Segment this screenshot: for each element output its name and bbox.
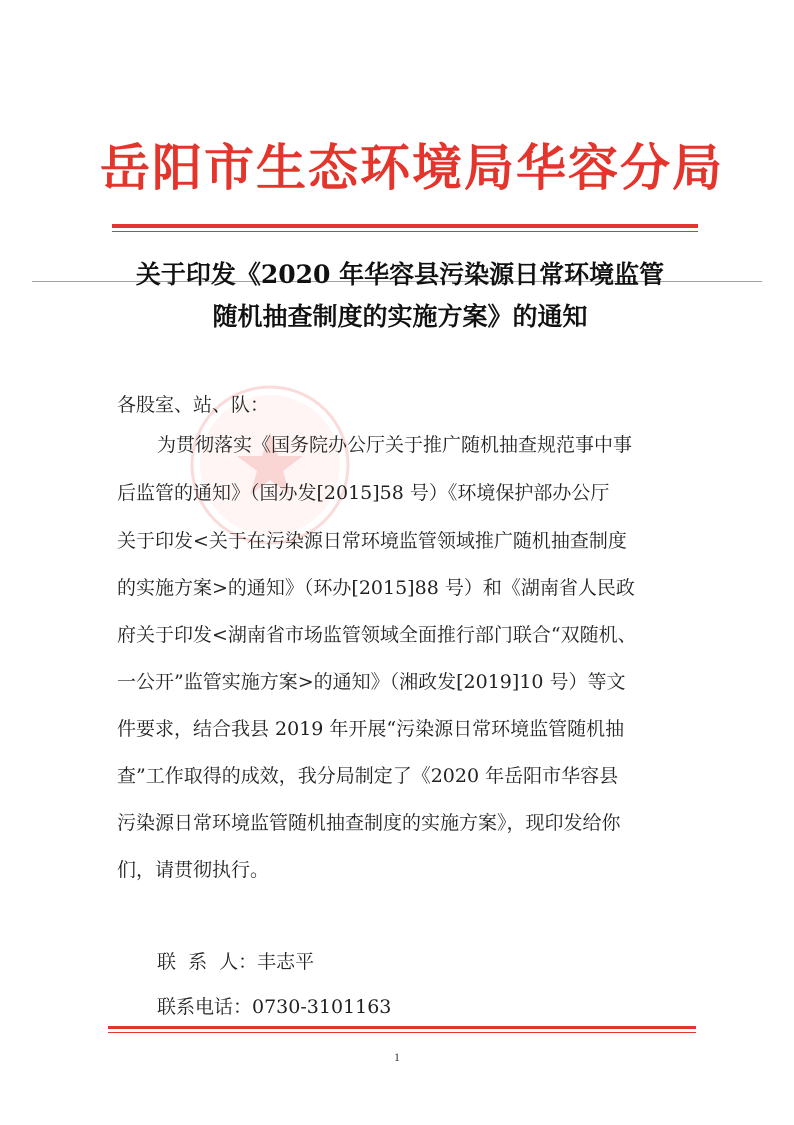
notice-title-line-1: 关于印发《2020 年华容县污染源日常环境监管 — [135, 260, 665, 289]
salutation: 各股室、站、队： — [117, 394, 270, 416]
paragraph-line: 的实施方案>的通知》（环办[2015]88 号）和《湖南省人民政 — [117, 577, 635, 599]
issuing-authority-header: 岳阳市生态环境局华容分局 — [100, 138, 724, 197]
paragraph-line: 关于印发<关于在污染源日常环境监管领域推广随机抽查制度 — [117, 530, 627, 552]
contact-person: 联 系 人：丰志平 — [157, 951, 315, 973]
paragraph-line: 后监管的通知》（国办发[2015]58 号）《环境保护部办公厅 — [117, 482, 610, 504]
header-red-rule-thick — [112, 224, 698, 228]
paragraph-line: 件要求，结合我县 2019 年开展“污染源日常环境监管随机抽 — [117, 718, 625, 740]
footer-red-rule-thin — [108, 1032, 696, 1033]
paragraph-line: 一公开”监管实施方案>的通知》（湘政发[2019]10 号）等文 — [117, 671, 626, 693]
paragraph-line: 为贯彻落实《国务院办公厅关于推广随机抽查规范事中事 — [157, 434, 633, 456]
paragraph-line: 污染源日常环境监管随机抽查制度的实施方案》，现印发给你 — [117, 812, 621, 834]
header-red-rule-thin — [112, 231, 698, 232]
page-number: 1 — [394, 1050, 400, 1064]
footer-red-rule-thick — [108, 1026, 696, 1029]
paragraph-line: 府关于印发<湖南省市场监管领域全面推行部门联合“双随机、 — [117, 624, 637, 646]
contact-phone: 联系电话：0730-3101163 — [157, 996, 392, 1018]
paragraph-line: 查”工作取得的成效，我分局制定了《2020 年岳阳市华容县 — [117, 765, 619, 787]
notice-title-line-2: 随机抽查制度的实施方案》的通知 — [212, 302, 588, 331]
paragraph-line: 们，请贯彻执行。 — [117, 859, 270, 881]
